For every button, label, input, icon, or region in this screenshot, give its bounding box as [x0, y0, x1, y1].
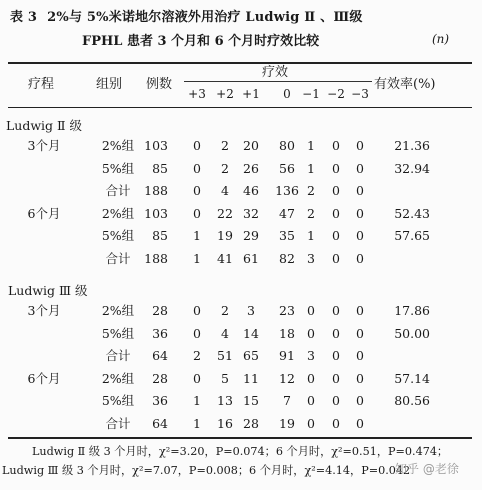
grade-cell: 0 [332, 371, 340, 386]
grade-cell: 1 [307, 161, 315, 176]
rate-cell: 57.65 [394, 228, 430, 243]
table-bottom-rule [8, 437, 472, 439]
grade-cell: 7 [283, 393, 291, 408]
grade-cell: 2 [193, 348, 201, 363]
rate-cell: 50.00 [394, 326, 430, 341]
grade-cell: 0 [332, 251, 340, 266]
grade-cell: 0 [193, 138, 201, 153]
grade-cell: 0 [356, 303, 364, 318]
grade-cell: 29 [243, 228, 259, 243]
grade-cell: 2 [221, 303, 229, 318]
header-count: 例数 [146, 77, 173, 92]
grade-cell: 0 [356, 138, 364, 153]
grade-cell: 41 [217, 251, 233, 266]
grade-cell: 0 [307, 371, 315, 386]
grade-cell: 0 [332, 228, 340, 243]
grade-cell: 19 [217, 228, 233, 243]
grade-cell: 0 [356, 416, 364, 431]
grade-cell: 2 [307, 183, 315, 198]
grade-cell: 91 [279, 348, 295, 363]
header-rate: 有效率(%) [374, 77, 436, 92]
grade-cell: 1 [193, 228, 201, 243]
grade-cell: 0 [332, 326, 340, 341]
group-cell: 合计 [105, 348, 131, 363]
grade-cell: 2 [221, 161, 229, 176]
header-grade: −3 [351, 87, 369, 101]
count-cell: 188 [144, 183, 168, 198]
rate-cell: 32.94 [394, 161, 430, 176]
group-cell: 合计 [105, 416, 131, 431]
grade-cell: 136 [275, 183, 299, 198]
grade-cell: 3 [247, 303, 255, 318]
grade-cell: 0 [332, 348, 340, 363]
grade-cell: 23 [279, 303, 295, 318]
grade-cell: 51 [217, 348, 233, 363]
group-cell: 2%组 [101, 206, 135, 221]
grade-cell: 0 [193, 371, 201, 386]
grade-cell: 35 [279, 228, 295, 243]
section-label: Ludwig Ⅲ 级 [8, 283, 88, 298]
period-cell: 6个月 [27, 371, 61, 386]
grade-cell: 0 [332, 416, 340, 431]
rate-cell: 17.86 [394, 303, 430, 318]
grade-cell: 65 [243, 348, 259, 363]
grade-cell: 82 [279, 251, 295, 266]
count-cell: 188 [144, 251, 168, 266]
group-cell: 5%组 [101, 326, 135, 341]
grade-cell: 0 [193, 183, 201, 198]
rate-cell: 57.14 [394, 371, 430, 386]
grade-cell: 26 [243, 161, 259, 176]
count-cell: 64 [152, 416, 168, 431]
period-cell: 3个月 [27, 138, 61, 153]
grade-cell: 13 [217, 393, 233, 408]
count-cell: 85 [152, 161, 168, 176]
grade-cell: 12 [279, 371, 295, 386]
group-cell: 合计 [105, 251, 131, 266]
grade-cell: 32 [243, 206, 259, 221]
grade-cell: 0 [307, 393, 315, 408]
grade-cell: 0 [307, 303, 315, 318]
group-cell: 5%组 [101, 228, 135, 243]
grade-cell: 5 [221, 371, 229, 386]
grade-cell: 1 [193, 416, 201, 431]
group-cell: 2%组 [101, 303, 135, 318]
grade-cell: 0 [356, 228, 364, 243]
table-title-line1: 2%与 5%米诺地尔溶液外用治疗 Ludwig Ⅱ 、Ⅲ级 [47, 10, 363, 25]
grade-cell: 0 [332, 303, 340, 318]
table-title-line2: FPHL 患者 3 个月和 6 个月时疗效比较 [82, 34, 320, 49]
grade-cell: 56 [279, 161, 295, 176]
grade-cell: 28 [243, 416, 259, 431]
header-period: 疗程 [28, 77, 55, 92]
grade-cell: 1 [193, 251, 201, 266]
grade-cell: 3 [307, 348, 315, 363]
grade-cell: 0 [193, 303, 201, 318]
grade-cell: 20 [243, 138, 259, 153]
footnote-line2: Ludwig Ⅲ 级 3 个月时，χ²=7.07，P=0.008；6 个月时，χ²=4.14，P=0.042 [2, 464, 411, 477]
grade-cell: 0 [356, 371, 364, 386]
group-cell: 合计 [105, 183, 131, 198]
watermark: 知乎 @老徐 [395, 462, 459, 476]
header-grade: −2 [327, 87, 345, 101]
table-title [10, 6, 363, 25]
table-number: 表 3 [10, 10, 38, 25]
efficacy-subheader-rule [184, 81, 372, 82]
grade-cell: 0 [332, 138, 340, 153]
group-cell: 5%组 [101, 161, 135, 176]
period-cell: 6个月 [27, 206, 61, 221]
grade-cell: 15 [243, 393, 259, 408]
grade-cell: 4 [221, 183, 229, 198]
section-label: Ludwig Ⅱ 级 [6, 118, 82, 133]
grade-cell: 80 [279, 138, 295, 153]
header-grade: +2 [216, 87, 234, 101]
grade-cell: 0 [356, 183, 364, 198]
grade-cell: 1 [307, 138, 315, 153]
grade-cell: 16 [217, 416, 233, 431]
grade-cell: 4 [221, 326, 229, 341]
grade-cell: 2 [221, 138, 229, 153]
grade-cell: 1 [193, 393, 201, 408]
table-top-rule [8, 62, 472, 64]
grade-cell: 19 [279, 416, 295, 431]
grade-cell: 2 [307, 206, 315, 221]
header-grade: +1 [242, 87, 260, 101]
count-cell: 103 [144, 138, 168, 153]
grade-cell: 47 [279, 206, 295, 221]
table-header-rule [8, 107, 472, 108]
grade-cell: 0 [307, 416, 315, 431]
header-grade: −1 [302, 87, 320, 101]
grade-cell: 11 [243, 371, 259, 386]
grade-cell: 0 [193, 161, 201, 176]
grade-cell: 22 [217, 206, 233, 221]
group-cell: 2%组 [101, 138, 135, 153]
grade-cell: 0 [356, 393, 364, 408]
header-group: 组别 [96, 77, 123, 92]
count-cell: 36 [152, 393, 168, 408]
grade-cell: 0 [356, 206, 364, 221]
group-cell: 2%组 [101, 371, 135, 386]
grade-cell: 0 [356, 326, 364, 341]
grade-cell: 3 [307, 251, 315, 266]
grade-cell: 0 [356, 251, 364, 266]
count-cell: 64 [152, 348, 168, 363]
header-efficacy: 疗效 [262, 65, 289, 80]
grade-cell: 46 [243, 183, 259, 198]
grade-cell: 0 [332, 161, 340, 176]
count-cell: 28 [152, 371, 168, 386]
grade-cell: 14 [243, 326, 259, 341]
count-cell: 36 [152, 326, 168, 341]
grade-cell: 0 [356, 161, 364, 176]
table-unit: (n) [432, 32, 450, 46]
header-grade: +3 [188, 87, 206, 101]
count-cell: 103 [144, 206, 168, 221]
rate-cell: 21.36 [394, 138, 430, 153]
grade-cell: 18 [279, 326, 295, 341]
grade-cell: 0 [332, 393, 340, 408]
grade-cell: 0 [307, 326, 315, 341]
grade-cell: 0 [332, 183, 340, 198]
grade-cell: 0 [332, 206, 340, 221]
grade-cell: 61 [243, 251, 259, 266]
grade-cell: 0 [356, 348, 364, 363]
grade-cell: 0 [193, 326, 201, 341]
footnote-line1: Ludwig Ⅱ 级 3 个月时，χ²=3.20，P=0.074；6 个月时，χ²=0.51，P=0.474； [32, 445, 449, 458]
rate-cell: 80.56 [394, 393, 430, 408]
rate-cell: 52.43 [394, 206, 430, 221]
group-cell: 5%组 [101, 393, 135, 408]
count-cell: 28 [152, 303, 168, 318]
count-cell: 85 [152, 228, 168, 243]
grade-cell: 0 [193, 206, 201, 221]
grade-cell: 1 [307, 228, 315, 243]
period-cell: 3个月 [27, 303, 61, 318]
header-grade: 0 [283, 87, 291, 101]
